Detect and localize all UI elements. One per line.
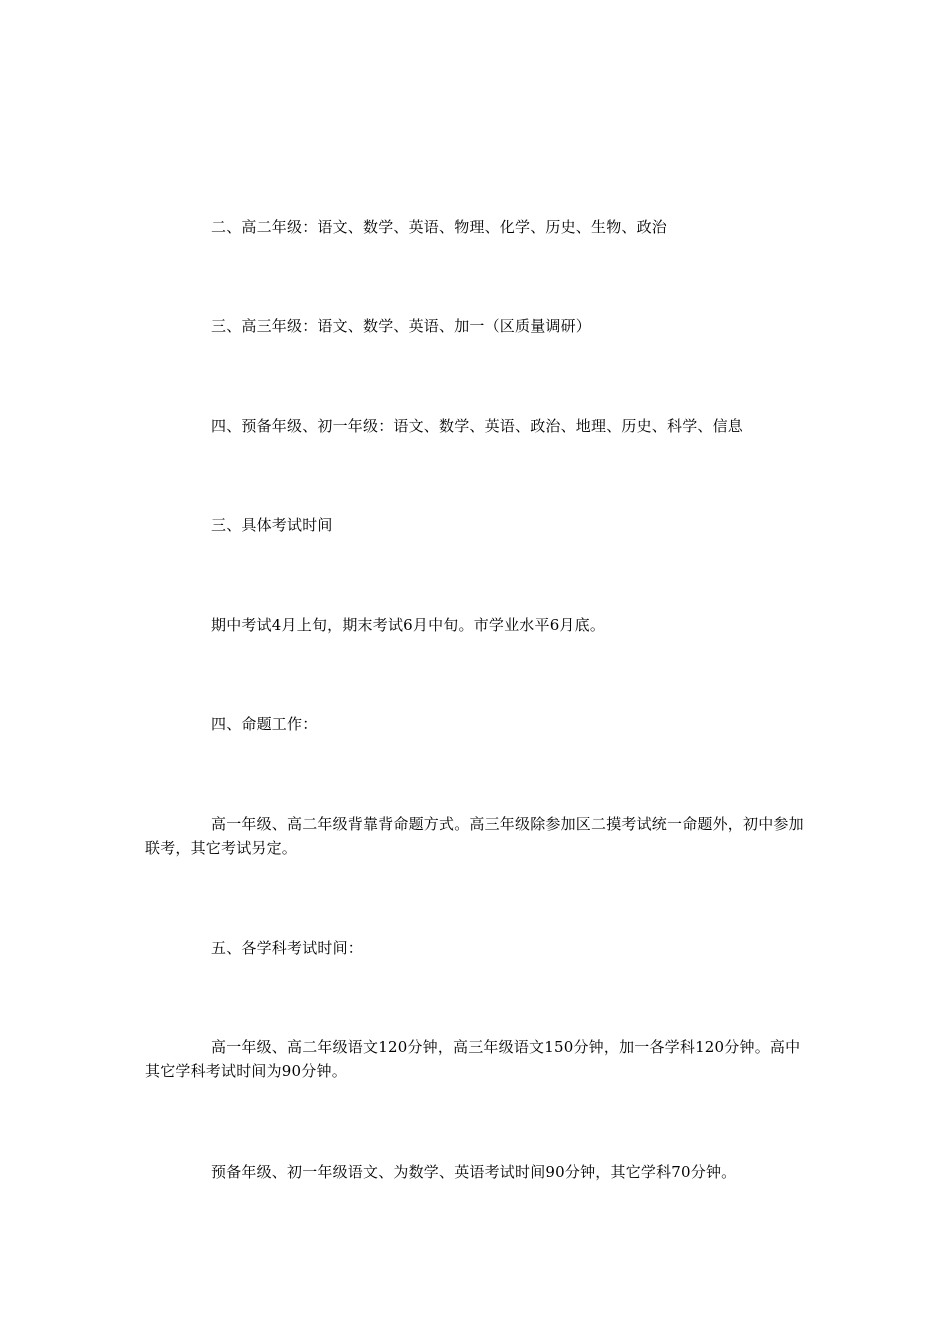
paragraph-grade-12-subjects: 三、高三年级：语文、数学、英语、加一（区质量调研） [211, 317, 592, 335]
paragraph-question-setting: 高一年级、高二年级背靠背命题方式。高三年级除参加区二摸考试统一命题外，初中参加联考，其它考试另定。 [145, 815, 804, 857]
paragraph-junior-durations: 预备年级、初一年级语文、为数学、英语考试时间90分钟，其它学科70分钟。 [211, 1163, 737, 1181]
section-heading-subject-durations: 五、各学科考试时间： [211, 939, 364, 957]
paragraph-grade-11-subjects: 二、高二年级：语文、数学、英语、物理、化学、历史、生物、政治 [211, 218, 668, 236]
paragraph-junior-subjects: 四、预备年级、初一年级：语文、数学、英语、政治、地理、历史、科学、信息 [211, 417, 744, 435]
section-heading-exam-time: 三、具体考试时间 [211, 516, 333, 534]
paragraph-exam-schedule: 期中考试4月上旬，期末考试6月中旬。市学业水平6月底。 [211, 616, 606, 634]
section-heading-question-setting: 四、命题工作： [211, 715, 318, 733]
paragraph-high-school-durations: 高一年级、高二年级语文120分钟，高三年级语文150分钟，加一各学科120分钟。高中其它学科考试时间为90分钟。 [145, 1038, 801, 1080]
